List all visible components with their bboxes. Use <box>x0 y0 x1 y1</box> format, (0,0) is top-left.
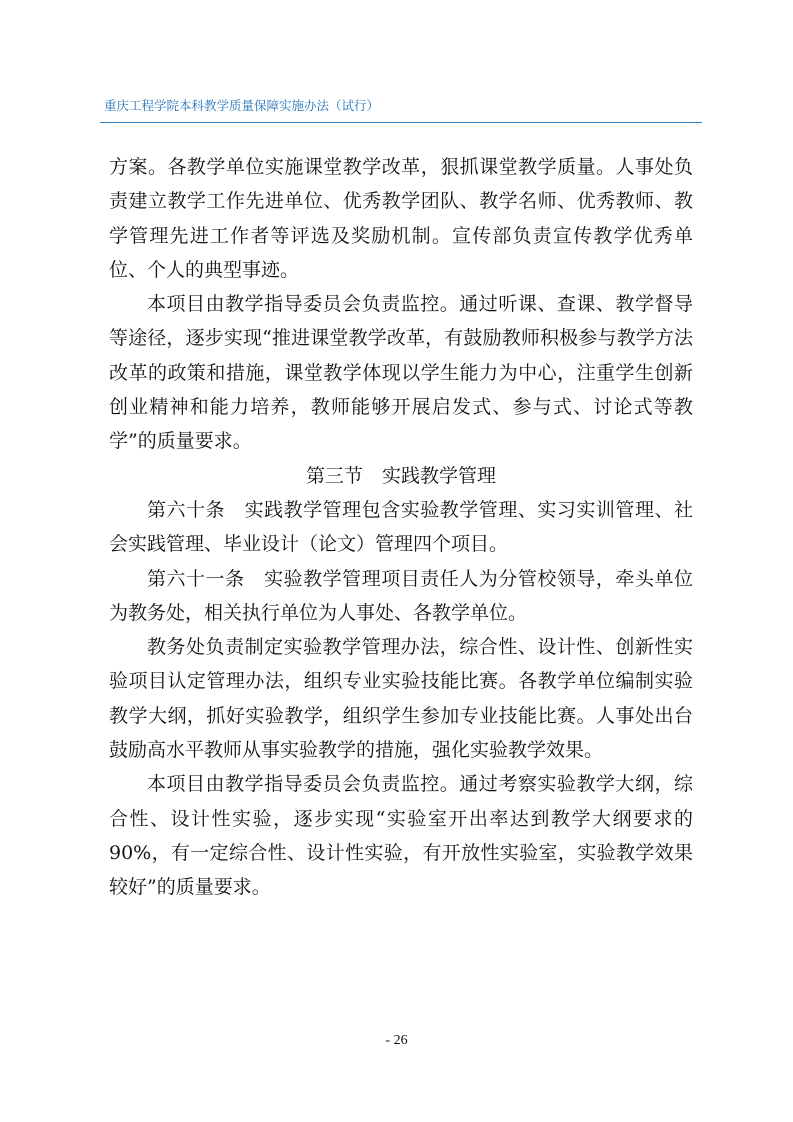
section-heading: 第三节 实践教学管理 <box>305 464 496 487</box>
paragraph-lab-responsibilities: 教务处负责制定实验教学管理办法，综合性、设计性、创新性实验项目认定管理办法，组织专业实验技能比赛。各教学单位编制实验教学大纲，抓好实验教学，组织学生参加专业技能比赛。人事处出台鼓励高水平教师从事实验教学的措施，强化实验教学效果。 <box>109 636 693 762</box>
paragraph-monitoring-lab: 本项目由教学指导委员会负责监控。通过考察实验教学大纲，综合性、设计性实验，逐步实现“实验室开出率达到教学大纲要求的90%，有一定综合性、设计性实验，有开放性实验室，实验教学效果较好”的质量要求。 <box>109 773 693 899</box>
paragraph-continuation: 方案。各教学单位实施课堂教学改革，狠抓课堂教学质量。人事处负责建立教学工作先进单位、优秀教学团队、教学名师、优秀教师、教学管理先进工作者等评选及奖励机制。宣传部负责宣传教学优秀单位、个人的典型事迹。 <box>109 156 693 281</box>
page-number: - 26 <box>385 1033 408 1048</box>
article-60 <box>109 493 693 562</box>
document-body <box>109 150 693 905</box>
article-61 <box>109 562 693 631</box>
article-60-text: 实践教学管理包含实验教学管理、实习实训管理、社会实践管理、毕业设计（论文）管理四个项目。 <box>109 498 693 556</box>
running-header <box>100 94 702 123</box>
header-title: 重庆工程学院本科教学质量保障实施办法（试行） <box>104 98 380 113</box>
article-61-text: 实验教学管理项目责任人为分管校领导，牵头单位为教务处，相关执行单位为人事处、各教学单位。 <box>109 567 693 624</box>
article-60-label: 第六十条 <box>147 498 245 521</box>
paragraph-monitoring-classroom: 本项目由教学指导委员会负责监控。通过听课、查课、教学督导等途径，逐步实现“推进课堂教学改革，有鼓励教师积极参与教学方法改革的政策和措施，课堂教学体现以学生能力为中心，注重学生创新创业精神和能力培养，教师能够开展启发式、参与式、讨论式等教学”的质量要求。 <box>109 293 693 453</box>
article-61-label: 第六十一条 <box>147 567 265 590</box>
